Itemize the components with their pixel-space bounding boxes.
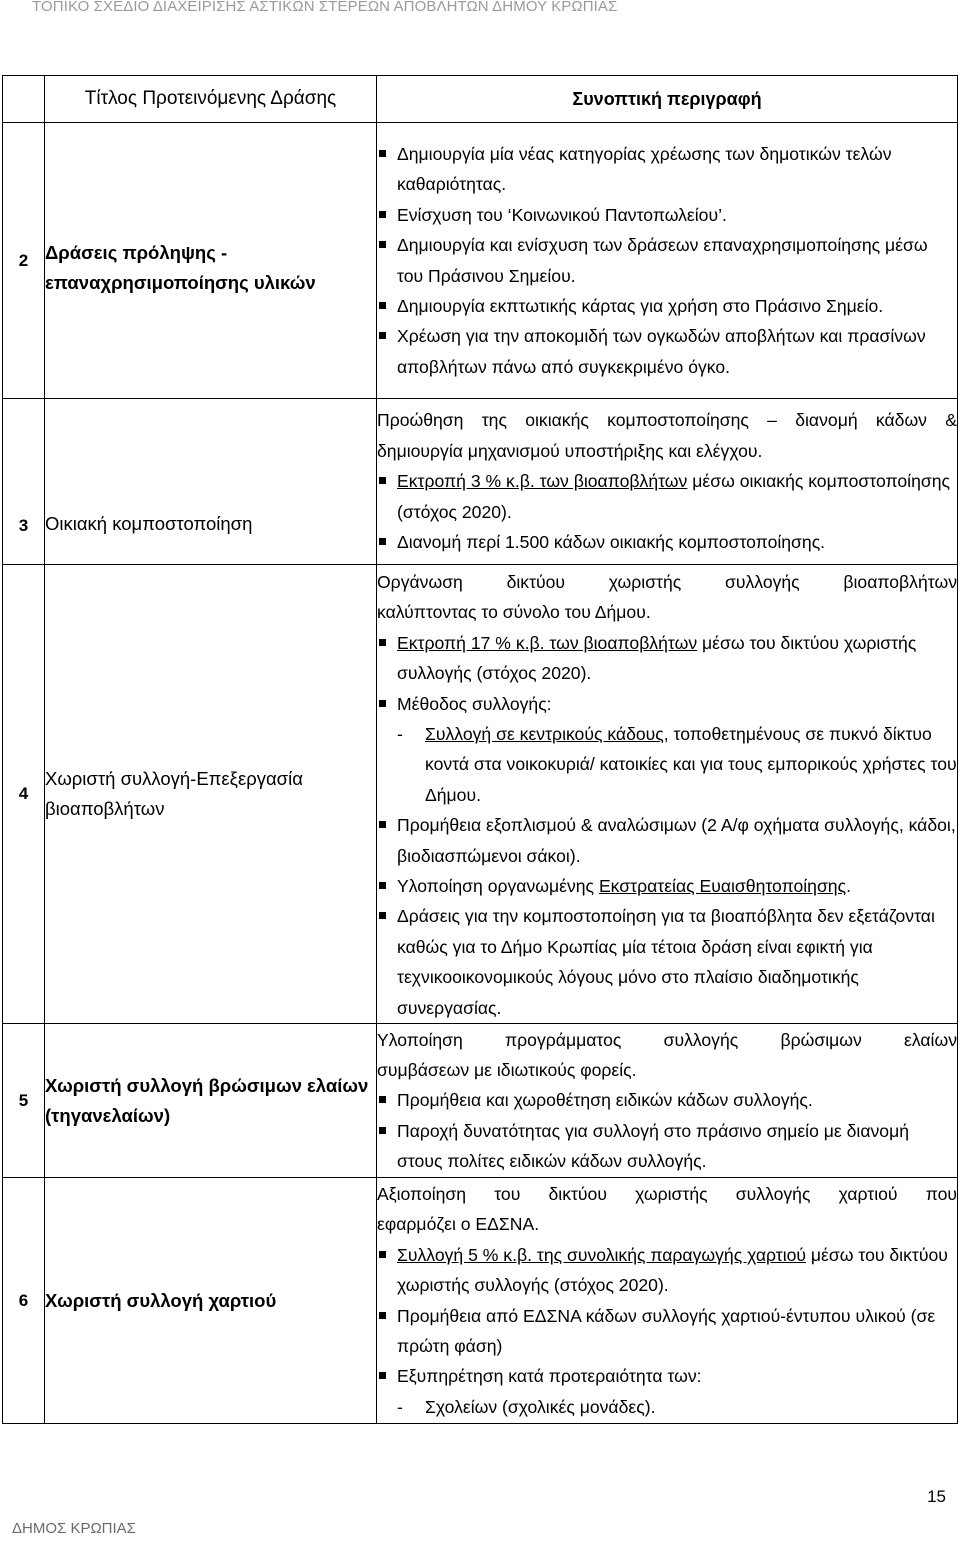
underlined-text: Εκτροπή 3 % κ.β. των βιοαποβλήτων bbox=[397, 471, 688, 492]
dash-list bbox=[377, 719, 957, 810]
row-number: 2 bbox=[3, 123, 45, 399]
list-item: Δράσεις για την κομποστοποίηση για τα βιοαπόβλητα δεν εξετάζονται καθώς για το Δήμο Κρωπίας μία τέτοια δράση είναι εφικτή για τεχνικοοικονομικούς λόγους μόνο στο πλαίσιο διαδημοτικής συνεργασίας. bbox=[377, 901, 957, 1023]
row-title: Χωριστή συλλογή βρώσιμων ελαίων (τηγανελαίων) bbox=[45, 1024, 377, 1178]
list-item: Δημιουργία εκπτωτικής κάρτας για χρήση στο Πράσινο Σημείο. bbox=[377, 291, 957, 321]
bullet-list bbox=[377, 466, 957, 557]
list-item: Εξυπηρέτηση κατά προτεραιότητα των: bbox=[377, 1361, 957, 1391]
underlined-text: Συλλογή 5 % κ.β. της συνολικής παραγωγής χαρτιού bbox=[397, 1244, 807, 1265]
row-description bbox=[377, 1178, 958, 1424]
list-item-text: Υλοποίηση οργανωμένης bbox=[397, 876, 599, 897]
row-title: Χωριστή συλλογή χαρτιού bbox=[45, 1178, 377, 1424]
list-item bbox=[377, 1240, 957, 1301]
description-intro-cont: δημιουργία μηχανισμού υποστήριξης και ελέγχου. bbox=[377, 440, 763, 461]
list-item bbox=[377, 628, 957, 689]
row-number: 5 bbox=[3, 1024, 45, 1178]
row-title: Χωριστή συλλογή-Επεξεργασία βιοαποβλήτων bbox=[45, 565, 377, 1024]
description-intro: Υλοποίηση προγράμματος συλλογής βρώσιμων ελαίων bbox=[377, 1029, 957, 1050]
list-item-text: μέσω του δικτύου χωριστής συλλογής (στόχος 2020). bbox=[397, 632, 917, 684]
table-header-row bbox=[3, 76, 958, 123]
description-intro: Οργάνωση δικτύου χωριστής συλλογής βιοαποβλήτων bbox=[377, 572, 957, 592]
row-number: 4 bbox=[3, 565, 45, 1024]
table-row bbox=[3, 123, 958, 399]
bullet-list bbox=[377, 139, 957, 382]
header-number-cell bbox=[3, 76, 45, 123]
description-intro: Προώθηση της οικιακής κομποστοποίησης – διανομή κάδων & bbox=[377, 410, 957, 431]
footer-municipality: ΔΗΜΟΣ ΚΡΩΠΙΑΣ bbox=[12, 1520, 136, 1537]
list-item: Μέθοδος συλλογής: bbox=[377, 689, 957, 719]
underlined-text: Συλλογή σε κεντρικούς κάδους bbox=[425, 724, 664, 745]
row-description bbox=[377, 1024, 958, 1178]
bullet-list bbox=[377, 810, 957, 1023]
description-intro-cont: καλύπτοντας το σύνολο του Δήμου. bbox=[377, 602, 651, 623]
list-item: Χρέωση για την αποκομιδή των ογκωδών αποβλήτων και πρασίνων αποβλήτων πάνω από συγκεκριμένο όγκο. bbox=[377, 321, 957, 382]
list-item: Προμήθεια από ΕΔΣΝΑ κάδων συλλογής χαρτιού-έντυπου υλικού (σε πρώτη φάση) bbox=[377, 1301, 957, 1362]
bullet-list bbox=[377, 1240, 957, 1392]
list-item bbox=[377, 466, 957, 527]
list-item-text: . bbox=[846, 876, 851, 897]
table-row bbox=[3, 399, 958, 565]
bullet-list bbox=[377, 628, 957, 719]
description-intro-cont: εφαρμόζει ο ΕΔΣΝΑ. bbox=[377, 1214, 540, 1235]
list-item: Δημιουργία και ενίσχυση των δράσεων επαναχρησιμοποίησης μέσω του Πράσινου Σημείου. bbox=[377, 230, 957, 291]
list-item: - Σχολείων (σχολικές μονάδες). bbox=[377, 1392, 957, 1422]
dash-list bbox=[377, 1392, 957, 1422]
row-title: Οικιακή κομποστοποίηση bbox=[45, 399, 377, 565]
list-item: Δημιουργία μία νέας κατηγορίας χρέωσης των δημοτικών τελών καθαριότητας. bbox=[377, 139, 957, 200]
list-item: Προμήθεια εξοπλισμού & αναλώσιμων (2 Α/φ οχήματα συλλογής, κάδοι, βιοδιασπώμενοι σάκοι). bbox=[377, 810, 957, 871]
page-number: 15 bbox=[927, 1487, 946, 1506]
underlined-text: Εκστρατείας Ευαισθητοποίησης bbox=[598, 876, 847, 897]
row-number: 3 bbox=[3, 399, 45, 565]
list-item: Διανομή περί 1.500 κάδων οικιακής κομποστοποίησης. bbox=[377, 527, 957, 557]
description-intro-cont: συμβάσεων με ιδιωτικούς φορείς. bbox=[377, 1059, 637, 1080]
row-description bbox=[377, 399, 958, 565]
list-item: Προμήθεια και χωροθέτηση ειδικών κάδων συλλογής. bbox=[377, 1085, 957, 1115]
header-title-cell: Τίτλος Προτεινόμενης Δράσης bbox=[45, 76, 377, 123]
list-item-text: μέσω του δικτύου χωριστής συλλογής (στόχος 2020). bbox=[397, 1244, 948, 1296]
list-item: Παροχή δυνατότητας για συλλογή στο πράσινο σημείο με διανομή στους πολίτες ειδικών κάδων συλλογής. bbox=[377, 1116, 957, 1177]
row-description bbox=[377, 565, 958, 1024]
bullet-list bbox=[377, 1085, 957, 1176]
table-row bbox=[3, 1178, 958, 1424]
row-title: Δράσεις πρόληψης - επαναχρησιμοποίησης υλικών bbox=[45, 123, 377, 399]
list-item-text: , τοποθετημένους σε πυκνό δίκτυο κοντά στα νοικοκυριά/ κατοικίες και για τους εμπορικούς χρήστες του Δήμου. bbox=[425, 724, 957, 805]
list-item bbox=[377, 871, 957, 901]
table-row bbox=[3, 1024, 958, 1178]
row-number: 6 bbox=[3, 1178, 45, 1424]
actions-table bbox=[2, 75, 958, 1424]
underlined-text: Εκτροπή 17 % κ.β. των βιοαποβλήτων bbox=[397, 632, 698, 653]
table-row bbox=[3, 565, 958, 1024]
list-item-text: μέσω οικιακής κομποστοποίησης (στόχος 2020). bbox=[397, 471, 950, 522]
description-intro: Αξιοποίηση του δικτύου χωριστής συλλογής χαρτιού που bbox=[377, 1183, 957, 1204]
list-item bbox=[377, 719, 957, 810]
running-header: ΤΟΠΙΚΟ ΣΧΕΔΙΟ ΔΙΑΧΕΙΡΙΣΗΣ ΑΣΤΙΚΩΝ ΣΤΕΡΕΩΝ ΑΠΟΒΛΗΤΩΝ ΔΗΜΟΥ ΚΡΩΠΙΑΣ bbox=[32, 0, 618, 15]
row-description bbox=[377, 123, 958, 399]
header-description-cell: Συνοπτική περιγραφή bbox=[377, 76, 958, 123]
list-item: Ενίσχυση του ‘Κοινωνικού Παντοπωλείου’. bbox=[377, 200, 957, 230]
